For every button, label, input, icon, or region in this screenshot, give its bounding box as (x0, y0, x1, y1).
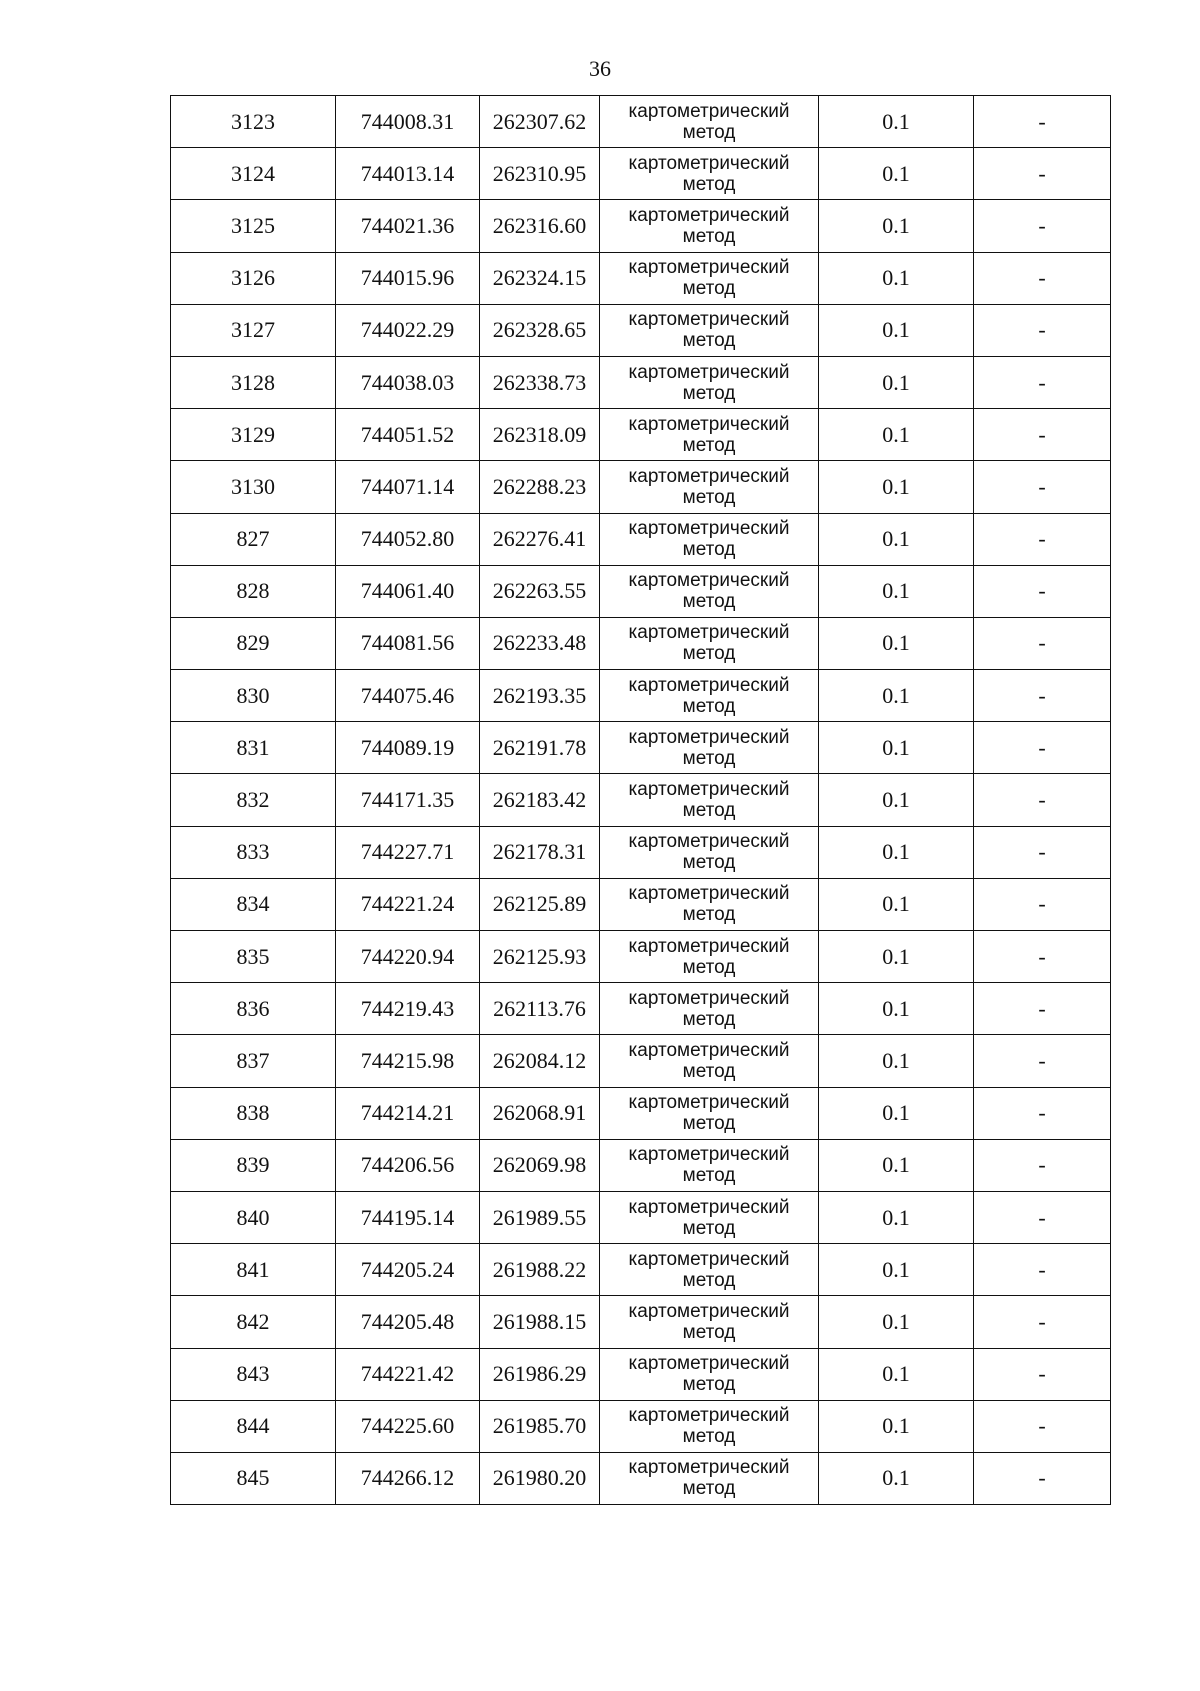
method-line-2: метод (682, 1165, 736, 1187)
accuracy-cell: 0.1 (819, 304, 974, 356)
note-cell: - (974, 670, 1111, 722)
table-row (171, 878, 1111, 930)
accuracy-cell: 0.1 (819, 774, 974, 826)
method-line-2: метод (682, 1478, 736, 1500)
accuracy-cell: 0.1 (819, 931, 974, 983)
method-cell (600, 252, 819, 304)
accuracy-cell: 0.1 (819, 1452, 974, 1504)
point-id-cell: 842 (171, 1296, 336, 1348)
y-coordinate-cell: 262263.55 (480, 565, 600, 617)
point-id-cell: 843 (171, 1348, 336, 1400)
point-id-cell: 833 (171, 826, 336, 878)
method-line-1: картометрический (628, 1353, 790, 1375)
y-coordinate-cell: 261988.22 (480, 1244, 600, 1296)
method-cell (600, 513, 819, 565)
point-id-cell: 837 (171, 1035, 336, 1087)
point-id-cell: 3127 (171, 304, 336, 356)
method-line-1: картометрический (628, 100, 790, 122)
y-coordinate-cell: 261985.70 (480, 1400, 600, 1452)
method-line-1: картометрический (628, 465, 790, 487)
accuracy-cell: 0.1 (819, 826, 974, 878)
method-line-1: картометрический (628, 309, 790, 331)
method-line-1: картометрический (628, 726, 790, 748)
y-coordinate-cell: 262178.31 (480, 826, 600, 878)
accuracy-cell: 0.1 (819, 148, 974, 200)
table-row (171, 774, 1111, 826)
accuracy-cell: 0.1 (819, 356, 974, 408)
method-cell (600, 1139, 819, 1191)
point-id-cell: 3124 (171, 148, 336, 200)
accuracy-cell: 0.1 (819, 252, 974, 304)
method-line-1: картометрический (628, 257, 790, 279)
method-cell (600, 931, 819, 983)
y-coordinate-cell: 262338.73 (480, 356, 600, 408)
note-cell: - (974, 252, 1111, 304)
x-coordinate-cell: 744195.14 (336, 1191, 480, 1243)
method-line-2: метод (682, 904, 736, 926)
accuracy-cell: 0.1 (819, 617, 974, 669)
method-line-2: метод (682, 643, 736, 665)
method-line-2: метод (682, 539, 736, 561)
accuracy-cell: 0.1 (819, 1296, 974, 1348)
y-coordinate-cell: 262316.60 (480, 200, 600, 252)
point-id-cell: 3128 (171, 356, 336, 408)
method-line-1: картометрический (628, 935, 790, 957)
table-row (171, 1452, 1111, 1504)
table-row (171, 356, 1111, 408)
note-cell: - (974, 1035, 1111, 1087)
point-id-cell: 3125 (171, 200, 336, 252)
accuracy-cell: 0.1 (819, 1400, 974, 1452)
note-cell: - (974, 409, 1111, 461)
accuracy-cell: 0.1 (819, 200, 974, 252)
point-id-cell: 3123 (171, 96, 336, 148)
y-coordinate-cell: 262233.48 (480, 617, 600, 669)
method-line-2: метод (682, 591, 736, 613)
x-coordinate-cell: 744214.21 (336, 1087, 480, 1139)
table-row (171, 1035, 1111, 1087)
point-id-cell: 830 (171, 670, 336, 722)
accuracy-cell: 0.1 (819, 1191, 974, 1243)
method-line-1: картометрический (628, 883, 790, 905)
note-cell: - (974, 722, 1111, 774)
note-cell: - (974, 1191, 1111, 1243)
y-coordinate-cell: 262183.42 (480, 774, 600, 826)
method-line-1: картометрический (628, 1039, 790, 1061)
accuracy-cell: 0.1 (819, 722, 974, 774)
method-line-1: картометрический (628, 1405, 790, 1427)
table-row (171, 409, 1111, 461)
method-cell (600, 722, 819, 774)
x-coordinate-cell: 744081.56 (336, 617, 480, 669)
y-coordinate-cell: 262193.35 (480, 670, 600, 722)
point-id-cell: 828 (171, 565, 336, 617)
x-coordinate-cell: 744052.80 (336, 513, 480, 565)
method-line-1: картометрический (628, 570, 790, 592)
x-coordinate-cell: 744015.96 (336, 252, 480, 304)
method-line-2: метод (682, 852, 736, 874)
x-coordinate-cell: 744225.60 (336, 1400, 480, 1452)
accuracy-cell: 0.1 (819, 1139, 974, 1191)
table-row (171, 96, 1111, 148)
accuracy-cell: 0.1 (819, 1035, 974, 1087)
note-cell: - (974, 1296, 1111, 1348)
point-id-cell: 839 (171, 1139, 336, 1191)
y-coordinate-cell: 261986.29 (480, 1348, 600, 1400)
method-line-1: картометрический (628, 1196, 790, 1218)
note-cell: - (974, 617, 1111, 669)
method-line-1: картометрический (628, 152, 790, 174)
x-coordinate-cell: 744061.40 (336, 565, 480, 617)
method-line-2: метод (682, 695, 736, 717)
point-id-cell: 831 (171, 722, 336, 774)
x-coordinate-cell: 744215.98 (336, 1035, 480, 1087)
method-line-2: метод (682, 382, 736, 404)
point-id-cell: 832 (171, 774, 336, 826)
method-cell (600, 356, 819, 408)
x-coordinate-cell: 744205.24 (336, 1244, 480, 1296)
method-line-1: картометрический (628, 1457, 790, 1479)
point-id-cell: 841 (171, 1244, 336, 1296)
table-row (171, 461, 1111, 513)
method-line-2: метод (682, 956, 736, 978)
x-coordinate-cell: 744021.36 (336, 200, 480, 252)
method-cell (600, 409, 819, 461)
method-cell (600, 826, 819, 878)
method-line-2: метод (682, 225, 736, 247)
note-cell: - (974, 513, 1111, 565)
method-cell (600, 96, 819, 148)
method-line-2: метод (682, 1321, 736, 1343)
x-coordinate-cell: 744075.46 (336, 670, 480, 722)
y-coordinate-cell: 261980.20 (480, 1452, 600, 1504)
accuracy-cell: 0.1 (819, 670, 974, 722)
x-coordinate-cell: 744227.71 (336, 826, 480, 878)
method-line-2: метод (682, 1426, 736, 1448)
table-row (171, 1400, 1111, 1452)
table-row (171, 722, 1111, 774)
method-cell (600, 1191, 819, 1243)
x-coordinate-cell: 744220.94 (336, 931, 480, 983)
note-cell: - (974, 461, 1111, 513)
method-line-1: картометрический (628, 1248, 790, 1270)
method-cell (600, 983, 819, 1035)
method-cell (600, 148, 819, 200)
y-coordinate-cell: 261989.55 (480, 1191, 600, 1243)
method-line-2: метод (682, 747, 736, 769)
x-coordinate-cell: 744022.29 (336, 304, 480, 356)
method-line-2: метод (682, 800, 736, 822)
point-id-cell: 836 (171, 983, 336, 1035)
point-id-cell: 838 (171, 1087, 336, 1139)
note-cell: - (974, 878, 1111, 930)
method-cell (600, 1244, 819, 1296)
y-coordinate-cell: 262310.95 (480, 148, 600, 200)
table-row (171, 200, 1111, 252)
y-coordinate-cell: 262068.91 (480, 1087, 600, 1139)
accuracy-cell: 0.1 (819, 1244, 974, 1296)
method-cell (600, 878, 819, 930)
y-coordinate-cell: 262191.78 (480, 722, 600, 774)
method-line-1: картометрический (628, 1092, 790, 1114)
coordinates-table-body (171, 96, 1111, 1505)
point-id-cell: 827 (171, 513, 336, 565)
point-id-cell: 3130 (171, 461, 336, 513)
y-coordinate-cell: 262125.93 (480, 931, 600, 983)
note-cell: - (974, 565, 1111, 617)
x-coordinate-cell: 744051.52 (336, 409, 480, 461)
y-coordinate-cell: 261988.15 (480, 1296, 600, 1348)
method-line-1: картометрический (628, 831, 790, 853)
method-cell (600, 774, 819, 826)
table-row (171, 670, 1111, 722)
x-coordinate-cell: 744038.03 (336, 356, 480, 408)
method-cell (600, 1452, 819, 1504)
x-coordinate-cell: 744071.14 (336, 461, 480, 513)
x-coordinate-cell: 744221.42 (336, 1348, 480, 1400)
note-cell: - (974, 1348, 1111, 1400)
accuracy-cell: 0.1 (819, 96, 974, 148)
method-line-1: картометрический (628, 779, 790, 801)
point-id-cell: 844 (171, 1400, 336, 1452)
method-cell (600, 565, 819, 617)
x-coordinate-cell: 744266.12 (336, 1452, 480, 1504)
note-cell: - (974, 1087, 1111, 1139)
accuracy-cell: 0.1 (819, 565, 974, 617)
note-cell: - (974, 304, 1111, 356)
x-coordinate-cell: 744206.56 (336, 1139, 480, 1191)
method-cell (600, 1087, 819, 1139)
table-row (171, 513, 1111, 565)
method-cell (600, 1400, 819, 1452)
table-row (171, 983, 1111, 1035)
point-id-cell: 3129 (171, 409, 336, 461)
table-row (171, 931, 1111, 983)
table-row (171, 1348, 1111, 1400)
method-line-2: метод (682, 173, 736, 195)
accuracy-cell: 0.1 (819, 461, 974, 513)
method-line-2: метод (682, 330, 736, 352)
point-id-cell: 845 (171, 1452, 336, 1504)
accuracy-cell: 0.1 (819, 409, 974, 461)
method-cell (600, 670, 819, 722)
x-coordinate-cell: 744205.48 (336, 1296, 480, 1348)
y-coordinate-cell: 262069.98 (480, 1139, 600, 1191)
table-row (171, 304, 1111, 356)
x-coordinate-cell: 744219.43 (336, 983, 480, 1035)
method-line-2: метод (682, 1217, 736, 1239)
method-line-1: картометрический (628, 361, 790, 383)
table-row (171, 826, 1111, 878)
point-id-cell: 840 (171, 1191, 336, 1243)
table-row (171, 1296, 1111, 1348)
method-line-2: метод (682, 1113, 736, 1135)
y-coordinate-cell: 262328.65 (480, 304, 600, 356)
note-cell: - (974, 983, 1111, 1035)
method-line-2: метод (682, 121, 736, 143)
table-row (171, 252, 1111, 304)
note-cell: - (974, 774, 1111, 826)
method-line-2: метод (682, 1008, 736, 1030)
table-row (171, 1139, 1111, 1191)
method-line-1: картометрический (628, 518, 790, 540)
method-line-2: метод (682, 486, 736, 508)
y-coordinate-cell: 262324.15 (480, 252, 600, 304)
method-line-1: картометрический (628, 204, 790, 226)
method-cell (600, 1035, 819, 1087)
method-line-2: метод (682, 434, 736, 456)
x-coordinate-cell: 744089.19 (336, 722, 480, 774)
method-line-2: метод (682, 1269, 736, 1291)
method-line-1: картометрический (628, 1300, 790, 1322)
method-cell (600, 1296, 819, 1348)
accuracy-cell: 0.1 (819, 513, 974, 565)
accuracy-cell: 0.1 (819, 1348, 974, 1400)
table-row (171, 1244, 1111, 1296)
note-cell: - (974, 1452, 1111, 1504)
note-cell: - (974, 200, 1111, 252)
y-coordinate-cell: 262288.23 (480, 461, 600, 513)
y-coordinate-cell: 262125.89 (480, 878, 600, 930)
method-cell (600, 461, 819, 513)
x-coordinate-cell: 744008.31 (336, 96, 480, 148)
y-coordinate-cell: 262276.41 (480, 513, 600, 565)
method-cell (600, 200, 819, 252)
table-row (171, 1191, 1111, 1243)
y-coordinate-cell: 262113.76 (480, 983, 600, 1035)
y-coordinate-cell: 262307.62 (480, 96, 600, 148)
point-id-cell: 835 (171, 931, 336, 983)
point-id-cell: 3126 (171, 252, 336, 304)
x-coordinate-cell: 744171.35 (336, 774, 480, 826)
y-coordinate-cell: 262084.12 (480, 1035, 600, 1087)
method-line-2: метод (682, 1374, 736, 1396)
method-line-1: картометрический (628, 674, 790, 696)
table-row (171, 1087, 1111, 1139)
x-coordinate-cell: 744221.24 (336, 878, 480, 930)
page-number: 36 (589, 56, 611, 81)
method-line-1: картометрический (628, 987, 790, 1009)
point-id-cell: 829 (171, 617, 336, 669)
table-row (171, 565, 1111, 617)
method-line-1: картометрический (628, 1144, 790, 1166)
note-cell: - (974, 826, 1111, 878)
table-row (171, 148, 1111, 200)
point-id-cell: 834 (171, 878, 336, 930)
accuracy-cell: 0.1 (819, 983, 974, 1035)
accuracy-cell: 0.1 (819, 1087, 974, 1139)
x-coordinate-cell: 744013.14 (336, 148, 480, 200)
coordinates-table (170, 95, 1111, 1505)
note-cell: - (974, 931, 1111, 983)
method-cell (600, 617, 819, 669)
method-line-1: картометрический (628, 413, 790, 435)
accuracy-cell: 0.1 (819, 878, 974, 930)
method-line-2: метод (682, 278, 736, 300)
note-cell: - (974, 1244, 1111, 1296)
note-cell: - (974, 356, 1111, 408)
method-line-2: метод (682, 1060, 736, 1082)
note-cell: - (974, 148, 1111, 200)
method-cell (600, 304, 819, 356)
method-cell (600, 1348, 819, 1400)
note-cell: - (974, 96, 1111, 148)
note-cell: - (974, 1400, 1111, 1452)
method-line-1: картометрический (628, 622, 790, 644)
y-coordinate-cell: 262318.09 (480, 409, 600, 461)
table-row (171, 617, 1111, 669)
note-cell: - (974, 1139, 1111, 1191)
